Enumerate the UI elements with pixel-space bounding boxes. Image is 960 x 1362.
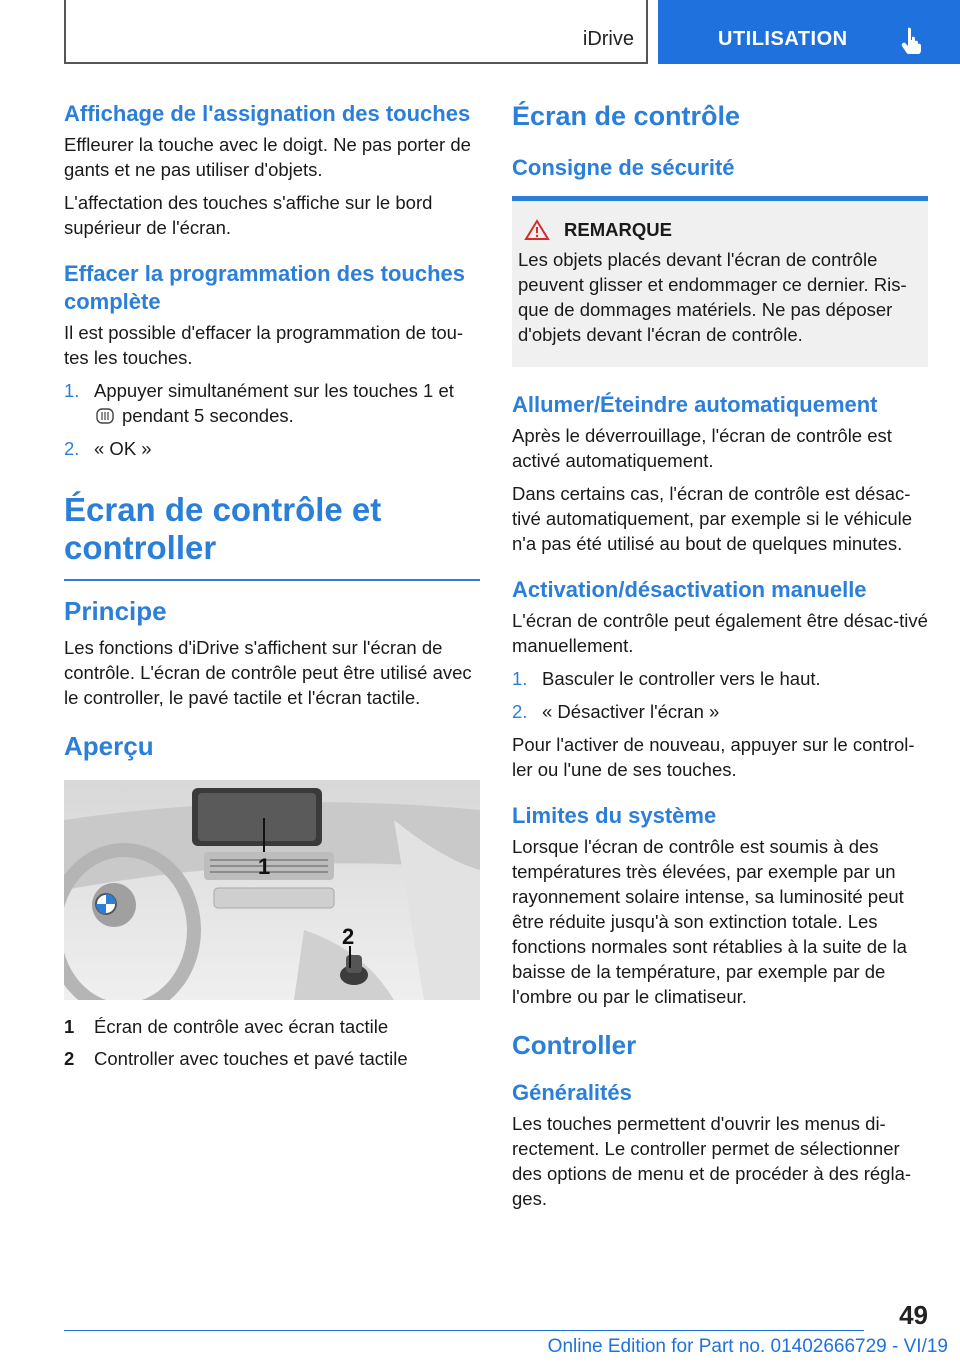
heading-erase-programming: Effacer la programmation des touches complète (64, 261, 465, 314)
heading-manual: Activation/désactivation manuelle (512, 577, 867, 602)
paragraph: L'affectation des touches s'affiche sur le bord supérieur de l'écran. (64, 192, 433, 238)
heading-overview: Aperçu (64, 731, 154, 761)
right-column (512, 100, 928, 1219)
page-number: 49 (899, 1300, 928, 1330)
footer-divider (64, 1330, 864, 1331)
heading-general: Généralités (512, 1080, 632, 1105)
paragraph: Les touches permettent d'ouvrir les menus di-rectement. Le controller permet de sélectionner des options de menu et de procéder à des régla-ges. (512, 1113, 912, 1209)
divider (64, 579, 480, 581)
notice-box (512, 201, 928, 367)
favorite-key-icon (94, 408, 116, 424)
heading-key-assignment: Affichage de l'assignation des touches (64, 101, 471, 126)
notice-header: REMARQUE (518, 219, 922, 241)
paragraph: Dans certains cas, l'écran de contrôle est désac-tivé automatiquement, par exemple si le véhicule n'a pas été utilisé au bout de quelques minutes. (512, 483, 913, 554)
legend-row: 2 Controller avec touches et pavé tactile (64, 1048, 408, 1069)
left-column (64, 100, 480, 1078)
pointing-hand-icon (898, 26, 926, 54)
heading-principle: Principe (64, 596, 167, 626)
heading-auto-on-off: Allumer/Éteindre automatiquement (512, 392, 878, 417)
heading-safety: Consigne de sécurité (512, 155, 735, 180)
edition-note: Online Edition for Part no. 01402666729 - VI/19 (547, 1336, 948, 1357)
section-title: UTILISATION (718, 28, 848, 50)
paragraph: Après le déverrouillage, l'écran de contrôle est activé automatiquement. (512, 425, 892, 471)
chapter-title: iDrive (582, 28, 634, 50)
paragraph: Effleurer la touche avec le doigt. Ne pas porter de gants et ne pas utiliser d'objets. (64, 134, 471, 180)
list-item: 2. « OK » (64, 438, 152, 459)
paragraph: L'écran de contrôle peut également être désac-tivé manuellement. (512, 610, 928, 656)
heading-main-section: Écran de contrôle et controller (64, 491, 382, 566)
warning-triangle-icon (524, 219, 550, 241)
section-tab[interactable] (658, 0, 960, 64)
step-list (64, 378, 480, 461)
legend-row: 1 Écran de contrôle avec écran tactile (64, 1016, 389, 1037)
list-item: 2. « Désactiver l'écran » (512, 701, 720, 722)
figure-legend (64, 1014, 480, 1071)
list-item: 1. Basculer le controller vers le haut. (512, 668, 821, 689)
paragraph: Pour l'activer de nouveau, appuyer sur le control-ler ou l'une de ses touches. (512, 734, 915, 780)
step-list (512, 666, 928, 724)
heading-system-limits: Limites du système (512, 803, 717, 828)
header-chapter-box (64, 0, 648, 64)
heading-control-display: Écran de contrôle (512, 101, 741, 131)
paragraph: Les fonctions d'iDrive s'affichent sur l'écran de contrôle. L'écran de contrôle peut être utilisé avec le controller, le pavé tactile et l'écran tactile. (64, 637, 472, 708)
notice-text: Les objets placés devant l'écran de contrôle peuvent glisser et endommager ce dernier. Ris-que de dommages matériels. Ne pas déposer d'objets devant l'écran de contrôle. (518, 249, 907, 345)
paragraph: Il est possible d'effacer la programmation de tou-tes les touches. (64, 322, 464, 368)
callout-2: 2 (342, 924, 355, 949)
callout-1: 1 (258, 854, 271, 879)
paragraph: Lorsque l'écran de contrôle est soumis à des températures très élevées, par exemple par un rayonnement solaire intense, sa luminosité peut être réduite jusqu'à son extinction totale. Les fonctions normales sont rétablies à la suite de la baisse de la température, par exemple par de l'ombre ou par le climatiseur. (512, 836, 907, 1007)
cockpit-photo (64, 780, 480, 1000)
heading-controller: Controller (512, 1030, 637, 1060)
list-item: 1. Appuyer simultanément sur les touches 1 et pendant 5 secondes. (64, 380, 454, 426)
